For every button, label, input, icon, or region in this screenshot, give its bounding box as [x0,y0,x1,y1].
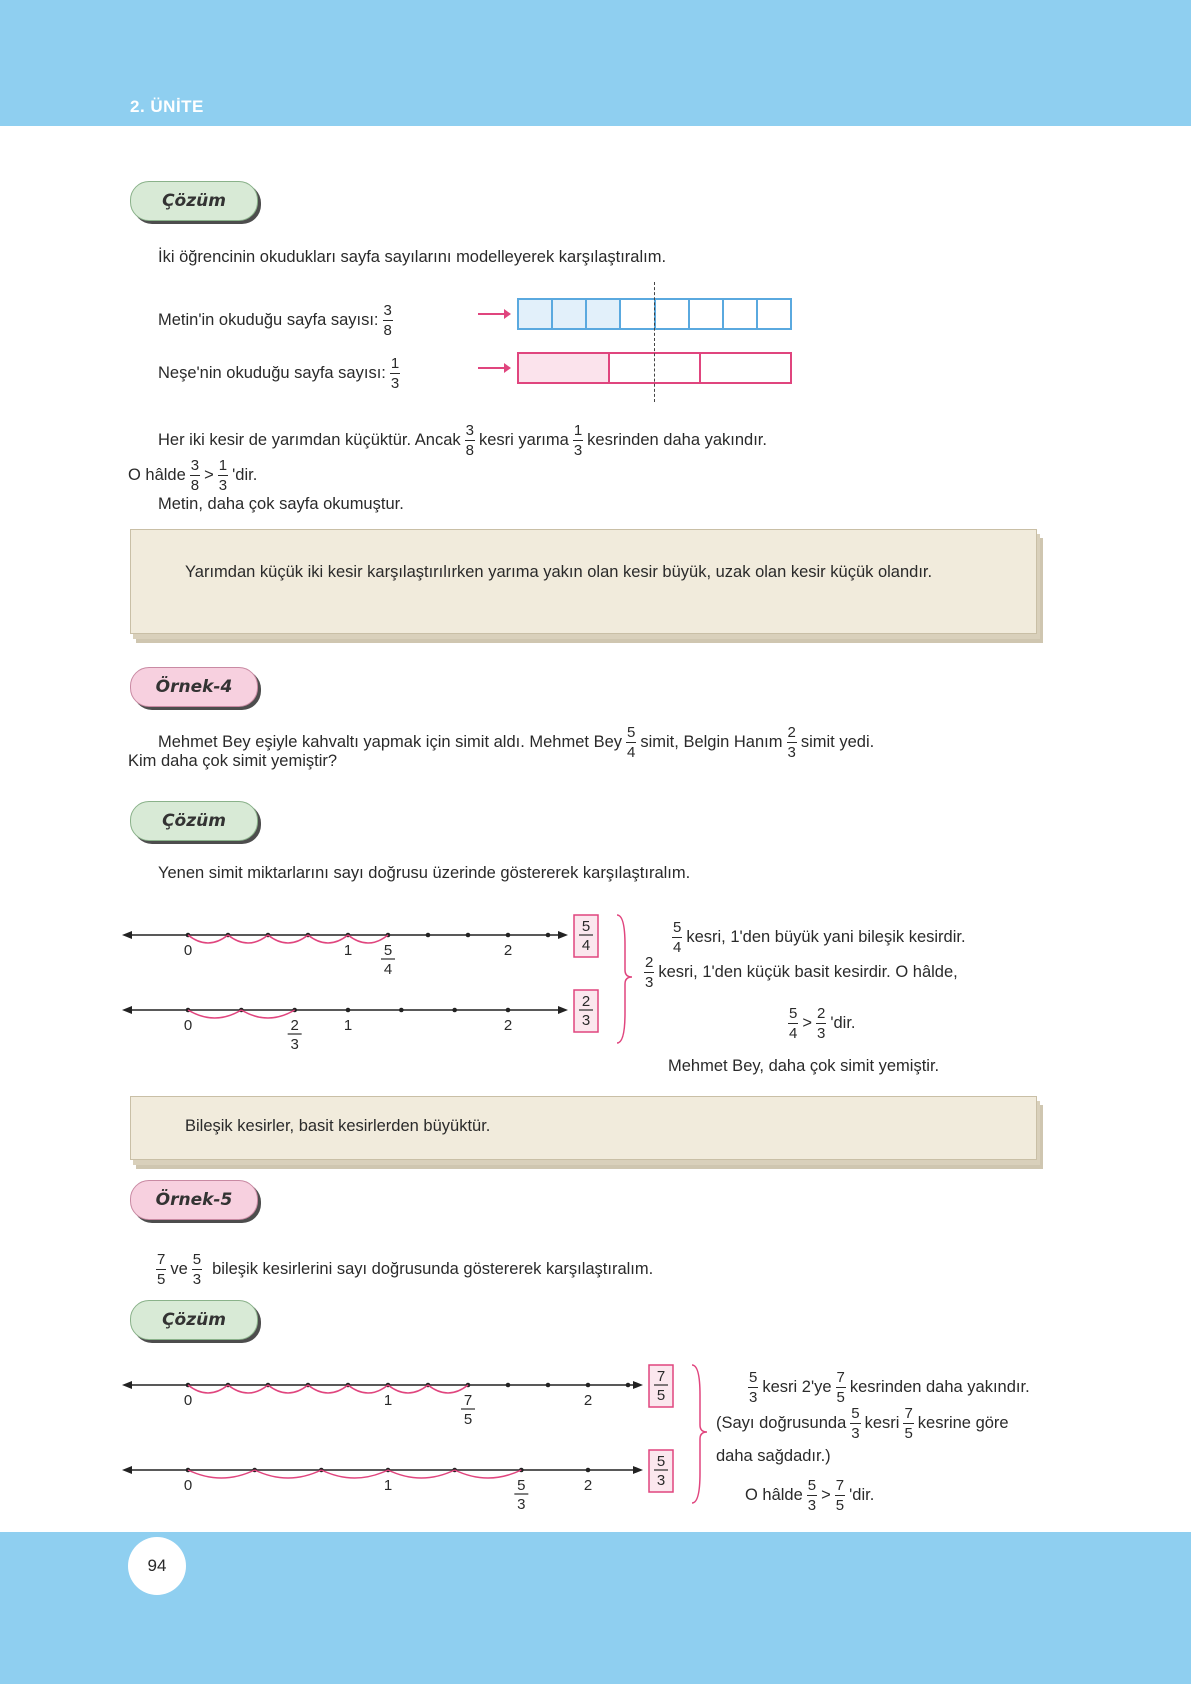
grouping-brace [692,1365,707,1503]
fraction-denominator: 3 [517,1496,526,1513]
label-zero: 0 [183,1477,193,1494]
tick-mark [586,1468,591,1473]
note-box-2 [130,1096,1037,1160]
fraction-denominator: 3 [581,1012,591,1029]
tick-mark [466,933,471,938]
jump-arc [188,1385,228,1393]
fraction-numerator: 5 [517,1477,526,1494]
jump-arc [268,1385,308,1393]
label-zero: 0 [183,1392,193,1409]
model-part [519,300,553,328]
number-line-arrow-left [122,1381,132,1389]
fraction-numerator: 5 [656,1453,666,1470]
example4-intro: Yenen simit miktarlarını sayı doğrusu üzerinde göstererek karşılaştıralım. [158,864,691,882]
fraction-numerator: 2 [290,1017,299,1034]
jump-arc [348,935,388,943]
model-part [656,300,690,328]
tick-mark [506,933,511,938]
fraction-denominator: 4 [383,961,393,978]
example5-explanation-2: (Sayı doğrusunda $\frac{5}{3}$ kesri $\frac{7}{5}$ kesrine göre [716,1405,1009,1442]
fraction-numerator: 2 [581,993,591,1010]
metin-label: Metin'in okuduğu sayfa sayısı: $\frac{3}{8}$ [158,302,392,339]
jump-arc [428,1385,468,1393]
fraction-numerator: 7 [656,1368,666,1385]
section1-paragraph-1: Her iki kesir de yarımdan küçüktür. Ancak $\frac{3}{8}$ kesri yarıma $\frac{1}{3}$ kesrinden daha yakındır. [158,422,767,459]
ornek-4-label: Örnek-4 [130,667,258,707]
tick-mark [452,1008,457,1013]
label-two: 2 [503,942,513,959]
number-line-arrow-right [558,1006,568,1014]
nese-label: Neşe'nin okuduğu sayfa sayısı: $\frac{1}{3}$ [158,355,400,392]
jump-arc [188,1470,255,1478]
jump-arc [308,1385,348,1393]
tick-mark [546,1383,551,1388]
fraction-denominator: 5 [656,1387,666,1404]
example4-question-2: Kim daha çok simit yemiştir? [128,752,338,770]
label-two: 2 [503,1017,513,1034]
cozum-label: Çözüm [130,1300,258,1340]
tick-mark [626,1383,631,1388]
fraction-numerator: 5 [383,942,393,959]
fraction-denominator: 4 [581,937,591,954]
example4-conclusion: Mehmet Bey, daha çok simit yemiştir. [668,1057,940,1075]
model-part [587,300,621,328]
unit-title: 2. ÜNİTE [130,97,204,116]
number-line-arrow-left [122,1466,132,1474]
label-two: 2 [583,1392,593,1409]
label-one: 1 [383,1477,393,1494]
label-one: 1 [343,1017,353,1034]
page-number: 94 [128,1537,186,1595]
jump-arc [268,935,308,943]
fraction-1-3: $\frac{1}{3}$ [390,355,400,392]
example4-comparison: $\frac{5}{4}$ > $\frac{2}{3}$ 'dir. [789,1005,856,1042]
tick-mark [586,1383,591,1388]
fraction-numerator: 7 [463,1392,473,1409]
example4-explanation-1: $\frac{5}{4}$ kesri, 1'den büyük yani bileşik kesirdir. [673,919,966,956]
tick-mark [546,933,551,938]
example5-question: $\frac{7}{5}$ ve $\frac{5}{3}$ bileşik kesirlerini sayı doğrusunda göstererek karşılaştıralım. [157,1251,654,1288]
example5-explanation-3: daha sağdadır.) [716,1447,831,1465]
number-line-arrow-right [633,1466,643,1474]
jump-arc [228,935,268,943]
model-part [690,300,724,328]
example4-explanation-2: $\frac{2}{3}$ kesri, 1'den küçük basit kesirdir. O hâlde, [645,954,958,991]
section1-paragraph-2: O hâlde $\frac{3}{8}$ > $\frac{1}{3}$ 'dir. [128,457,258,494]
model-part [519,354,610,382]
jump-arc [348,1385,388,1393]
jump-arc [188,1010,241,1018]
model-part [724,300,758,328]
arrow-icon [476,307,512,321]
fraction-denominator: 3 [290,1036,299,1050]
cozum-label: Çözüm [130,801,258,841]
model-part [701,354,790,382]
model-part [610,354,701,382]
section1-paragraph-3: Metin, daha çok sayfa okumuştur. [158,495,404,513]
jump-arc [308,935,348,943]
number-lines-example4 [120,905,660,1050]
model-part [621,300,655,328]
note-box-1 [130,529,1037,634]
jump-arc [241,1010,294,1018]
ornek-5-label: Örnek-5 [130,1180,258,1220]
number-lines-example5 [120,1355,710,1515]
tick-mark [506,1008,511,1013]
section1-intro: İki öğrencinin okudukları sayfa sayılarını modelleyerek karşılaştıralım. [158,248,667,266]
grouping-brace [617,915,632,1043]
number-line-arrow-left [122,931,132,939]
jump-arc [455,1470,522,1478]
number-line-arrow-left [122,1006,132,1014]
half-line [654,282,655,402]
label-one: 1 [343,942,353,959]
tick-mark [346,1008,351,1013]
fraction-numerator: 5 [581,918,591,935]
example4-question: Mehmet Bey eşiyle kahvaltı yapmak için simit aldı. Mehmet Bey $\frac{5}{4}$ simit, Belgin Hanım $\frac{2}{3}$ simit yedi. [158,724,875,761]
jump-arc [255,1470,322,1478]
number-line-arrow-right [558,931,568,939]
cozum-label: Çözüm [130,181,258,221]
label-one: 1 [383,1392,393,1409]
number-line-arrow-right [633,1381,643,1389]
example5-explanation-1: $\frac{5}{3}$ kesri 2'ye $\frac{7}{5}$ kesrinden daha yakındır. [749,1369,1030,1406]
jump-arc [388,1470,455,1478]
example5-comparison: O hâlde $\frac{5}{3}$ > $\frac{7}{5}$ 'dir. [745,1477,875,1514]
fraction-denominator: 5 [463,1411,473,1428]
jump-arc [188,935,228,943]
jump-arc [388,1385,428,1393]
fraction-3-8: $\frac{3}{8}$ [383,302,392,339]
arrow-icon [476,361,512,375]
model-part [553,300,587,328]
label-two: 2 [583,1477,593,1494]
jump-arc [228,1385,268,1393]
model-part [758,300,790,328]
jump-arc [321,1470,388,1478]
tick-mark [506,1383,511,1388]
note-text-2: Bileşik kesirler, basit kesirlerden büyüktür. [185,1117,491,1135]
label-zero: 0 [183,1017,193,1034]
note-text-1: Yarımdan küçük iki kesir karşılaştırılırken yarıma yakın olan kesir büyük, uzak olan kesir küçük olandır. [185,563,933,581]
label-zero: 0 [183,942,193,959]
tick-mark [426,933,431,938]
fraction-denominator: 3 [656,1472,666,1489]
tick-mark [399,1008,404,1013]
